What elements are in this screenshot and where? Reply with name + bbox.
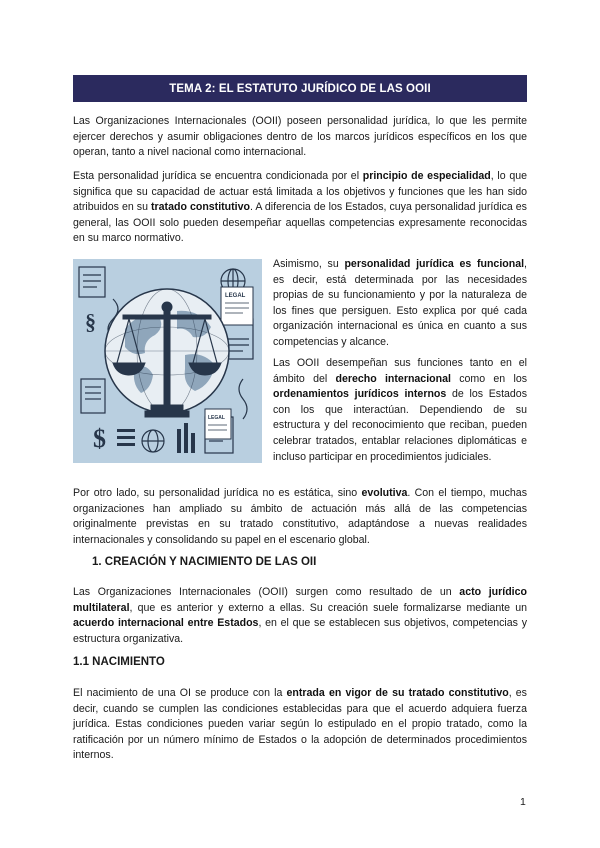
scales-of-justice-icon <box>73 259 262 463</box>
paragraph-nacimiento: El nacimiento de una OI se produce con la entrada en vigor de su tratado constitutivo, es decir, cuando se cumplen las condiciones establecidas para que el acuerdo adquiera fuerza jurídica. Estas condiciones pueden variar según lo estipulado en el propio tratado, como la ratificación por un número mínimo de Estados o la adopción de determinados procedimientos internos. <box>73 687 527 762</box>
svg-text:$: $ <box>93 424 106 453</box>
bold-term: ordenamientos jurídicos internos <box>273 388 447 401</box>
bold-term: evolutiva <box>361 487 408 499</box>
bold-term: personalidad jurídica es funcional <box>344 258 525 270</box>
page-number: 1 <box>520 796 526 808</box>
svg-text:§: § <box>85 309 96 334</box>
bold-term: derecho internacional <box>335 372 451 385</box>
page-title-text: TEMA 2: EL ESTATUTO JURÍDICO DE LAS OOII <box>169 82 431 95</box>
legal-illustration <box>73 259 262 463</box>
page-title <box>73 75 527 102</box>
section-heading-creacion: 1. CREACIÓN Y NACIMIENTO DE LAS OII <box>92 556 317 568</box>
paragraph-creacion: Las Organizaciones Internacionales (OOII) surgen como resultado de un acto jurídico multilateral, que es anterior y externo a ellas. Su creación suele formalizarse mediante un acuerdo internacional entre Estados, en el que se establecen sus objetivos, competencias y estructura organizativa. <box>73 586 527 645</box>
bold-term: acto jurídico multilateral <box>73 586 527 614</box>
paragraph-especialidad: Esta personalidad jurídica se encuentra condicionada por el principio de especialidad, lo que significa que su capacidad de actuar está limitada a los objetivos y funciones que les han sido atribuidos en su tratado constitutivo. A diferencia de los Estados, cuya personalidad jurídica es general, las OOII solo pueden desempeñar aquellas competencias expresamente reconocidas en su marco normativo. <box>73 170 527 245</box>
svg-text:LEGAL: LEGAL <box>225 293 246 299</box>
paragraph-ambitos: Las OOII desempeñan sus funciones tanto en el ámbito del derecho internacional como en los ordenamientos jurídicos internos de los Estados con los que interactúan. Dependiendo de su estructura y del reconocimiento que reciban, pueden celebrar tratados, entablar relaciones diplomáticas e incluso participar en procedimientos judiciales. <box>273 357 528 463</box>
paragraph-funcional: Asimismo, su personalidad jurídica es funcional, es decir, está determinada por las necesidades propias de su funcionamiento y por la naturaleza de los fines que persiguen. Esto explica por qué cada organización internacional es única en cuanto a sus competencias y alcance. <box>273 258 527 348</box>
bold-term: entrada en vigor de su tratado constitutivo <box>286 687 509 699</box>
bold-term: acuerdo internacional entre Estados <box>73 617 259 630</box>
svg-text:LEGAL: LEGAL <box>208 415 225 421</box>
paragraph-intro: Las Organizaciones Internacionales (OOII) poseen personalidad jurídica, lo que les permite ejercer derechos y asumir obligaciones dentro de los marcos jurídicos específicos en los que operan, tanto a nivel nacional como internacional. <box>73 115 527 159</box>
bold-term: tratado constitutivo <box>151 201 250 214</box>
bold-term: principio de especialidad <box>362 170 491 182</box>
subsection-heading-nacimiento: 1.1 NACIMIENTO <box>73 656 165 668</box>
paragraph-evolutiva: Por otro lado, su personalidad jurídica no es estática, sino evolutiva. Con el tiempo, muchas organizaciones han ampliado su ámbito de actuación más allá de las competencias originalmente previstas en su tratado constitutivo, adaptándose a nuevas realidades internacionales y consolidando su papel en el escenario global. <box>73 487 527 546</box>
